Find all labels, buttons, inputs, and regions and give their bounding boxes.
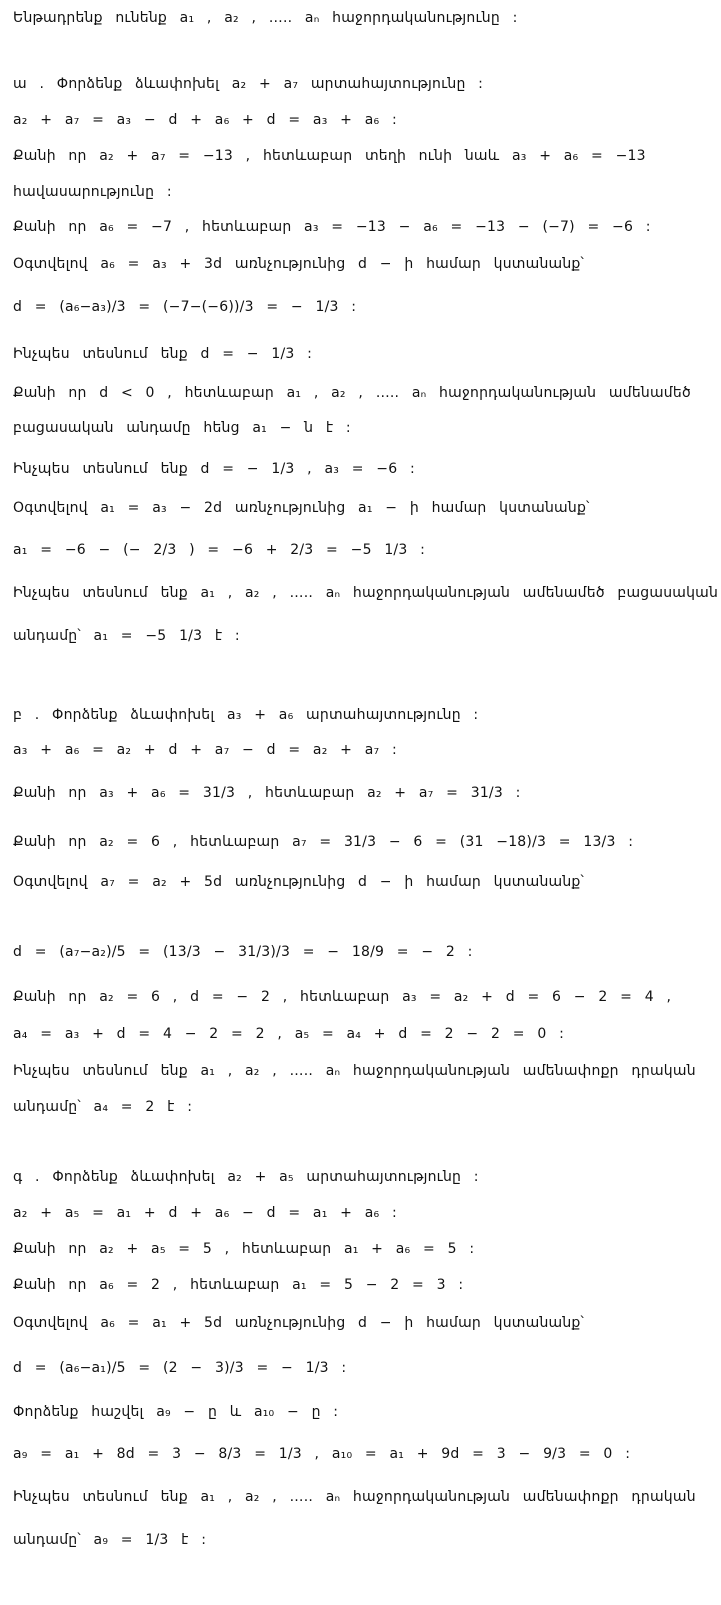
text-line: Օգտվելով a₇ = a₂ + 5d առնչությունից d − ի համար կստանանք՝ <box>13 874 585 890</box>
section-b-heading: բ . Փորձենք ձևափոխել a₃ + a₆ արտահայտությունը : <box>13 707 479 723</box>
conclusion-line: անդամը՝ a₉ = 1/3 է : <box>13 1532 207 1548</box>
text-line: Ինչպես տեսնում ենք a₁ , a₂ , ….. aₙ հաջորդականության ամենամեծ բացասական <box>13 585 719 601</box>
text-line: Քանի որ a₆ = −7 , հետևաբար a₃ = −13 − a₆ = −13 − (−7) = −6 : <box>13 219 651 235</box>
text-line: Փորձենք հաշվել a₉ − ը և a₁₀ − ը : <box>13 1404 339 1420</box>
text-line: Օգտվելով a₆ = a₃ + 3d առնչությունից d − ի համար կստանանք՝ <box>13 256 585 272</box>
intro-line: Ենթադրենք ունենք a₁ , a₂ , ….. aₙ հաջորդականությունը : <box>13 10 518 26</box>
conclusion-line: անդամը՝ a₁ = −5 1/3 է : <box>13 628 240 644</box>
text-line: Ինչպես տեսնում ենք d = − 1/3 , a₃ = −6 : <box>13 461 415 477</box>
section-c-heading: գ . Փորձենք ձևափոխել a₂ + a₅ արտահայտությունը : <box>13 1169 479 1185</box>
formula-line: a₁ = −6 − (− 2/3 ) = −6 + 2/3 = −5 1/3 : <box>13 542 426 558</box>
text-line: Քանի որ a₂ = 6 , d = − 2 , հետևաբար a₃ = a₂ + d = 6 − 2 = 4 , <box>13 989 672 1005</box>
text-line: բացասական անդամը հենց a₁ − ն է : <box>13 420 351 436</box>
text-line: Քանի որ a₃ + a₆ = 31/3 , հետևաբար a₂ + a₇ = 31/3 : <box>13 785 521 801</box>
text-line: Ինչպես տեսնում ենք a₁ , a₂ , ….. aₙ հաջորդականության ամենափոքր դրական <box>13 1489 696 1505</box>
text-line: a₂ + a₇ = a₃ − d + a₆ + d = a₃ + a₆ : <box>13 112 397 128</box>
text-line: Օգտվելով a₁ = a₃ − 2d առնչությունից a₁ − ի համար կստանանք՝ <box>13 500 590 516</box>
formula-line: d = (a₇−a₂)/5 = (13/3 − 31/3)/3 = − 18/9 = − 2 : <box>13 944 473 960</box>
text-line: Օգտվելով a₆ = a₁ + 5d առնչությունից d − ի համար կստանանք՝ <box>13 1315 585 1331</box>
formula-line: d = (a₆−a₃)/3 = (−7−(−6))/3 = − 1/3 : <box>13 299 357 315</box>
text-line: Քանի որ a₆ = 2 , հետևաբար a₁ = 5 − 2 = 3 : <box>13 1277 464 1293</box>
conclusion-line: անդամը՝ a₄ = 2 է : <box>13 1099 193 1115</box>
formula-line: a₉ = a₁ + 8d = 3 − 8/3 = 1/3 , a₁₀ = a₁ + 9d = 3 − 9/3 = 0 : <box>13 1446 631 1462</box>
text-line: Քանի որ a₂ = 6 , հետևաբար a₇ = 31/3 − 6 = (31 −18)/3 = 13/3 : <box>13 834 634 850</box>
text-line: Քանի որ a₂ + a₇ = −13 , հետևաբար տեղի ունի նաև a₃ + a₆ = −13 <box>13 148 646 164</box>
text-line: Քանի որ a₂ + a₅ = 5 , հետևաբար a₁ + a₆ = 5 : <box>13 1241 475 1257</box>
text-line: a₂ + a₅ = a₁ + d + a₆ − d = a₁ + a₆ : <box>13 1205 397 1221</box>
text-line: Ինչպես տեսնում ենք a₁ , a₂ , ….. aₙ հաջորդականության ամենափոքր դրական <box>13 1063 696 1079</box>
text-line: Ինչպես տեսնում ենք d = − 1/3 : <box>13 346 313 362</box>
text-line: հավասարությունը : <box>13 184 172 200</box>
section-a-heading: ա . Փորձենք ձևափոխել a₂ + a₇ արտահայտությունը : <box>13 76 484 92</box>
text-line: a₄ = a₃ + d = 4 − 2 = 2 , a₅ = a₄ + d = 2 − 2 = 0 : <box>13 1026 565 1042</box>
text-line: Քանի որ d < 0 , հետևաբար a₁ , a₂ , ….. aₙ հաջորդականության ամենամեծ <box>13 385 691 401</box>
formula-line: d = (a₆−a₁)/5 = (2 − 3)/3 = − 1/3 : <box>13 1360 347 1376</box>
text-line: a₃ + a₆ = a₂ + d + a₇ − d = a₂ + a₇ : <box>13 742 397 758</box>
